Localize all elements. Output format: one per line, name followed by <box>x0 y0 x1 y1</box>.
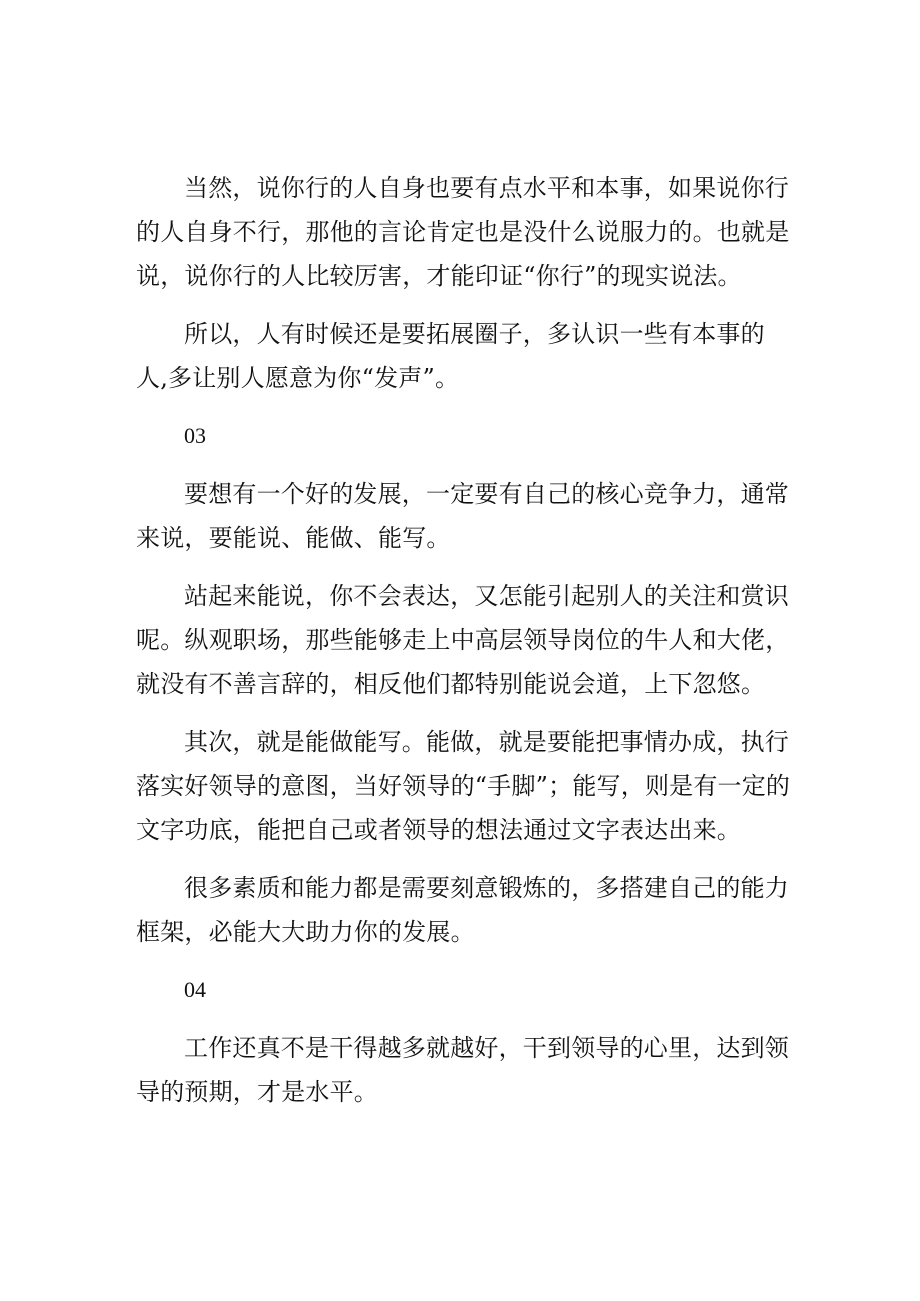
paragraph-2: 所以，人有时候还是要拓展圈子，多认识一些有本事的人,多让别人愿意为你“发声”。 <box>136 320 765 392</box>
section-number-04: 04 <box>184 977 206 1002</box>
section-number-03: 03 <box>184 423 206 448</box>
paragraph-6: 很多素质和能力都是需要刻意锻炼的，多搭建自己的能力框架，必能大大助力你的发展。 <box>136 874 789 946</box>
paragraph-4: 站起来能说，你不会表达，又怎能引起别人的关注和赏识呢。纵观职场，那些能够走上中高层领导岗位的牛人和大佬，就没有不善言辞的，相反他们都特别能说会道，上下忽悠。 <box>136 582 790 698</box>
document-body <box>136 166 796 1128</box>
paragraph-5: 其次，就是能做能写。能做，就是要能把事情办成，执行落实好领导的意图，当好领导的“手脚”；能写，则是有一定的文字功底，能把自己或者领导的想法通过文字表达出来。 <box>136 728 791 844</box>
paragraph-3: 要想有一个好的发展，一定要有自己的核心竞争力，通常来说，要能说、能做、能写。 <box>136 480 789 552</box>
paragraph-1: 当然，说你行的人自身也要有点水平和本事，如果说你行的人自身不行，那他的言论肯定也是没什么说服力的。也就是说，说你行的人比较厉害，才能印证“你行”的现实说法。 <box>136 174 790 290</box>
paragraph-7: 工作还真不是干得越多就越好，干到领导的心里，达到领导的预期，才是水平。 <box>136 1034 789 1106</box>
